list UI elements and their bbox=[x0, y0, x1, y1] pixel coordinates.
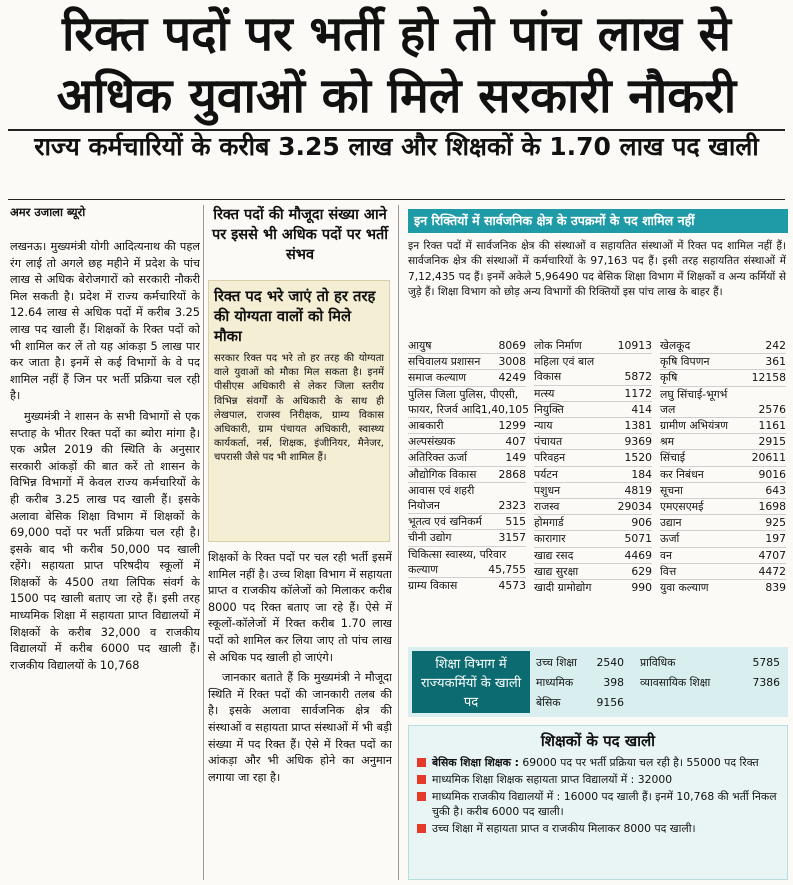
department-count: 361 bbox=[765, 355, 786, 369]
department-count: 4249 bbox=[498, 371, 526, 385]
teacher-vacancy-box bbox=[408, 725, 788, 880]
teacher-bullet-text: 69000 पद पर भर्ती प्रक्रिया चल रही है। 55000 पद रिक्त bbox=[519, 756, 759, 769]
department-count: 2868 bbox=[498, 467, 526, 481]
department-name: आबकारी bbox=[408, 419, 444, 433]
department-count: 8069 bbox=[498, 339, 526, 352]
department-count: 925 bbox=[765, 516, 786, 530]
department-row bbox=[660, 530, 786, 546]
department-name: अल्पसंख्यक bbox=[408, 435, 456, 449]
headline-line-2: अधिक युवाओं को मिले सरकारी नौकरी bbox=[56, 68, 737, 124]
department-row bbox=[408, 529, 526, 545]
department-name: श्रम bbox=[660, 435, 675, 449]
education-row bbox=[640, 675, 780, 690]
department-name: पुलिस जिला पुलिस, पीएसी, bbox=[408, 387, 519, 401]
department-row bbox=[534, 466, 652, 482]
teacher-bullet bbox=[417, 789, 779, 819]
department-name: कृषि bbox=[660, 371, 678, 385]
department-count: 5071 bbox=[624, 532, 652, 546]
subheadline-rule bbox=[8, 199, 785, 200]
department-count: 4819 bbox=[624, 483, 652, 497]
department-name: फायर, रिजर्व आदि bbox=[408, 402, 481, 416]
department-row bbox=[408, 449, 526, 465]
department-row bbox=[660, 514, 786, 530]
department-count: 414 bbox=[631, 402, 652, 416]
department-name: राजस्व bbox=[534, 500, 560, 514]
department-count: 9369 bbox=[624, 435, 652, 449]
department-name: पर्यटन bbox=[534, 467, 558, 481]
department-name: युवा कल्याण bbox=[660, 581, 709, 595]
department-list-col-2 bbox=[534, 338, 652, 595]
department-row bbox=[534, 514, 652, 530]
department-count: 1381 bbox=[624, 419, 652, 433]
department-row bbox=[408, 338, 526, 353]
department-name: चीनी उद्योग bbox=[408, 531, 452, 545]
teacher-bullet-bold: बेसिक शिक्षा शिक्षक : bbox=[432, 756, 519, 769]
department-row bbox=[660, 449, 786, 465]
department-name: नियोजन bbox=[408, 499, 440, 513]
department-count: 990 bbox=[631, 581, 652, 595]
psu-intro-text: इन रिक्त पदों में सार्वजनिक क्षेत्र की संस्थाओं व सहायतित संस्थाओं में रिक्त पद शामिल नहीं हैं। सार्वजनिक क्षेत्र की संस्थाओं में कर्मचारियों के 97,163 पद हैं। इसी तरह सहायतित संस्थाओं में 7,12,435 पद हैं। इनमें अकेले 5,96490 पद बेसिक शिक्षा विभाग में शिक्षकों व अन्य कर्मियों से जुड़े हैं। शिक्षा विभाग को छोड़ अन्य विभागों की रिक्तियों इस पांच लाख के बाहर हैं। bbox=[408, 240, 786, 299]
department-name: चिकित्सा स्वास्थ्य, परिवार bbox=[408, 547, 507, 561]
department-count: 1,40,105 bbox=[480, 402, 529, 416]
department-count: 2323 bbox=[498, 499, 526, 513]
education-row bbox=[640, 655, 780, 670]
education-count: 398 bbox=[603, 676, 624, 689]
psu-note-bar: इन रिक्तियों में सार्वजनिक क्षेत्र के उपक्रमों के पद शामिल नहीं bbox=[408, 209, 788, 233]
column-divider-2 bbox=[398, 205, 399, 880]
education-box-label: शिक्षा विभाग में राज्यकर्मियों के खाली पद bbox=[412, 651, 530, 713]
department-name: खेलकूद bbox=[660, 339, 691, 352]
department-name: महिला एवं बाल bbox=[534, 355, 595, 369]
department-name: नियुक्ति bbox=[534, 402, 564, 416]
byline: अमर उजाला ब्यूरो bbox=[10, 205, 86, 219]
department-name: विकास bbox=[534, 370, 562, 384]
department-row bbox=[408, 417, 526, 433]
department-row bbox=[660, 547, 786, 563]
col2-paragraph-2: जानकार बताते हैं कि मुख्यमंत्री ने मौजूदा स्थिति में रिक्त पदों की जानकारी तलब की है। इसके अलावा सार्वजनिक क्षेत्र की संस्थाओं व सहायता प्राप्त संस्थाओं में भी बड़ी संख्या में पद रिक्त हैं। ऐसे में रिक्त पदों का आंकड़ा और भी अधिक होने का अनुमान लगाया जा रहा है। bbox=[208, 671, 392, 784]
education-name: प्राविधिक bbox=[640, 656, 676, 669]
department-count: 12158 bbox=[751, 371, 786, 385]
highlight-box-body: सरकार रिक्त पद भरे तो हर तरह की योग्यता वाले युवाओं को मौका मिल सकता है। इनमें पीसीएस अधिकारी से लेकर जिला स्तरीय विभिन्न संवर्गों के अधिकारी के साथ ही लेखपाल, राजस्व निरीक्षक, ग्राम्य विकास अधिकारी, ग्राम पंचायत अधिकारी, स्वास्थ्य कार्यकर्ता, नर्स, शिक्षक, इंजीनियर, मैनेजर, चपरासी जैसे पद भी शामिल हैं। bbox=[214, 353, 384, 464]
department-row bbox=[408, 402, 529, 417]
education-row bbox=[536, 675, 624, 690]
teacher-bullet-text: माध्यमिक राजकीय विद्यालयों में : 16000 पद खाली हैं। इनमें 10,768 की भर्ती निकल चुकी है। करीब 6000 पद खाली। bbox=[432, 790, 777, 818]
department-count: 45,755 bbox=[488, 562, 526, 576]
department-count: 3157 bbox=[498, 531, 526, 545]
col1-paragraph-2: मुख्यमंत्री ने शासन के सभी विभागों से एक सप्ताह के भीतर रिक्त पदों का ब्योरा मांगा है। एक अप्रैल 2019 की स्थिति के अनुसार सरकारी आंकड़ों की बात करें तो शासन के विभिन्न विभागों में केवल राज्य कर्मचारियों के ही करीब 3.25 लाख पद खाली हैं। इसके अलावा बेसिक शिक्षा विभाग में शिक्षकों के 69,000 पदों पर भर्ती प्रक्रिया चल रही है। इसके बाद भी करीब 50,000 पद खाली रहेंगे। सहायता प्राप्त परिषदीय स्कूलों में शिक्षकों के 4500 तथा लिपिक संवर्ग के 1500 पद खाली बताए जा रहे हैं। इसी तरह माध्यमिक शिक्षा में सहायता प्राप्त विद्यालयों में शिक्षकों के करीब 32,000 व राजकीय विद्यालयों में करीब 6000 पद खाली हैं। राजकीय विद्यालयों के 10,768 bbox=[10, 409, 200, 672]
teacher-box-title: शिक्षकों के पद खाली bbox=[540, 732, 656, 750]
red-square-bullet-icon bbox=[417, 792, 426, 801]
department-name: ऊर्जा bbox=[660, 532, 680, 546]
department-row bbox=[534, 369, 652, 384]
department-count: 839 bbox=[765, 581, 786, 595]
headline-line-1: रिक्त पदों पर भर्ती हो तो पांच लाख से bbox=[61, 6, 732, 62]
department-count: 629 bbox=[631, 564, 652, 578]
department-count: 1161 bbox=[758, 419, 786, 433]
education-count: 7386 bbox=[752, 676, 780, 689]
department-row bbox=[408, 482, 526, 498]
department-count: 20611 bbox=[751, 451, 786, 465]
department-count: 5872 bbox=[624, 370, 652, 384]
col1-paragraph-1: लखनऊ। मुख्यमंत्री योगी आदित्यनाथ की पहल रंग लाई तो अगले छह महीने में प्रदेश के पांच लाख से अधिक बेरोजगारों को सरकारी नौकरी मिल सकती है। प्रदेश में राज्य कर्मचारियों के 12.64 लाख से अधिक पदों में करीब 3.25 लाख पद खाली हैं। शिक्षकों के रिक्त पदों को भी शामिल कर लें तो यह आंकड़ा 5 लाख पार कर जाता है। इनमें से कई विभागों के वे पद शामिल नहीं हैं जिन पर भर्ती प्रक्रिया चल रही है। bbox=[10, 240, 200, 403]
article-column-2 bbox=[208, 550, 392, 880]
department-count: 4469 bbox=[624, 548, 652, 562]
department-name: सूचना bbox=[660, 483, 683, 497]
department-list-col-1 bbox=[408, 338, 529, 593]
department-name: लघु सिंचाई-भूगर्भ bbox=[660, 387, 728, 401]
department-row bbox=[408, 513, 526, 529]
teacher-bullet bbox=[417, 755, 779, 770]
department-row bbox=[660, 498, 786, 514]
department-row bbox=[534, 417, 652, 433]
department-count: 2576 bbox=[758, 402, 786, 416]
department-row bbox=[534, 385, 652, 401]
department-row bbox=[534, 433, 652, 449]
department-count: 1520 bbox=[624, 451, 652, 465]
department-row bbox=[534, 547, 652, 563]
department-name: आवास एवं शहरी bbox=[408, 483, 475, 497]
department-count: 9016 bbox=[758, 467, 786, 481]
education-name: उच्च शिक्षा bbox=[536, 656, 577, 669]
department-count: 4707 bbox=[758, 548, 786, 562]
department-name: कर निबंधन bbox=[660, 467, 704, 481]
department-count: 1299 bbox=[498, 419, 526, 433]
education-staff-vacancy-box bbox=[408, 647, 788, 717]
department-count: 4573 bbox=[498, 579, 526, 593]
department-row bbox=[660, 563, 786, 579]
teacher-bullet bbox=[417, 821, 779, 836]
department-row bbox=[408, 353, 526, 369]
department-row bbox=[408, 369, 526, 385]
red-square-bullet-icon bbox=[417, 824, 426, 833]
department-name: होमगार्ड bbox=[534, 516, 564, 530]
department-count: 2915 bbox=[758, 435, 786, 449]
department-name: वित्त bbox=[660, 564, 677, 578]
department-count: 515 bbox=[505, 515, 526, 529]
department-row bbox=[408, 577, 526, 593]
education-name: बेसिक bbox=[536, 696, 561, 709]
department-row bbox=[408, 466, 526, 482]
department-name: मत्स्य bbox=[534, 386, 555, 400]
department-count: 3008 bbox=[498, 355, 526, 369]
column-divider-1 bbox=[203, 205, 204, 880]
subheadline: राज्य कर्मचारियों के करीब 3.25 लाख और शिक्षकों के 1.70 लाख पद खाली bbox=[34, 132, 759, 161]
department-name: न्याय bbox=[534, 419, 553, 433]
department-count: 1172 bbox=[624, 386, 652, 400]
department-row bbox=[660, 417, 786, 433]
department-name: सिंचाई bbox=[660, 451, 686, 465]
department-name: खादी ग्रामोद्योग bbox=[534, 581, 592, 595]
department-name: एमएसएमई bbox=[660, 500, 704, 514]
department-row bbox=[660, 482, 786, 498]
red-square-bullet-icon bbox=[417, 758, 426, 767]
department-list-col-3 bbox=[660, 338, 786, 595]
department-row bbox=[408, 546, 526, 562]
department-row bbox=[660, 466, 786, 482]
department-row bbox=[660, 433, 786, 449]
department-name: आयुष bbox=[408, 339, 432, 352]
department-name: खाद्य सुरक्षा bbox=[534, 564, 579, 578]
department-row bbox=[408, 562, 526, 577]
department-row bbox=[534, 530, 652, 546]
department-row bbox=[534, 482, 652, 498]
teacher-bullet-text: माध्यमिक शिक्षा शिक्षक सहायता प्राप्त विद्यालयों में : 32000 bbox=[432, 773, 673, 786]
department-name: खाद्य रसद bbox=[534, 548, 574, 562]
department-name: ग्रामीण अभियंत्रण bbox=[660, 419, 729, 433]
department-name: उद्यान bbox=[660, 516, 682, 530]
education-row bbox=[536, 695, 624, 710]
department-row bbox=[660, 386, 786, 402]
department-name: पंचायत bbox=[534, 435, 563, 449]
department-count: 29034 bbox=[617, 500, 652, 514]
department-name: वन bbox=[660, 548, 672, 562]
department-name: कारागार bbox=[534, 532, 566, 546]
department-name: कल्याण bbox=[408, 562, 439, 576]
department-row bbox=[660, 338, 786, 353]
department-count: 184 bbox=[631, 467, 652, 481]
department-name: ग्राम्य विकास bbox=[408, 579, 458, 593]
department-count: 242 bbox=[765, 339, 786, 352]
department-name: पशुधन bbox=[534, 483, 561, 497]
department-row bbox=[534, 353, 652, 369]
department-name: सचिवालय प्रशासन bbox=[408, 355, 481, 369]
department-row bbox=[408, 433, 526, 449]
department-row bbox=[660, 579, 786, 595]
teacher-bullet-text: उच्च शिक्षा में सहायता प्राप्त व राजकीय मिलाकर 8000 पद खाली। bbox=[432, 822, 696, 835]
department-vacancy-list bbox=[408, 338, 788, 638]
col2-paragraph-1: शिक्षकों के रिक्त पदों पर चल रही भर्ती इसमें शामिल नहीं है। उच्च शिक्षा विभाग में सहायता प्राप्त व राजकीय कॉलेजों को मिलाकर करीब 8000 पद रिक्त बताए जा रहे हैं। ऐसे में स्कूलों-कॉलेजों में रिक्त करीब 1.70 लाख पदों को शामिल कर लिया जाए तो पांच लाख से अधिक पद खाली हो जाएंगे। bbox=[208, 551, 392, 664]
department-count: 4472 bbox=[758, 564, 786, 578]
article-column-1 bbox=[10, 239, 200, 879]
education-name: व्यावसायिक शिक्षा bbox=[640, 676, 711, 689]
department-row bbox=[534, 401, 652, 417]
teacher-bullet bbox=[417, 772, 779, 787]
department-row bbox=[534, 449, 652, 465]
department-count: 407 bbox=[505, 435, 526, 449]
department-row bbox=[534, 563, 652, 579]
column-2-heading: रिक्त पदों की मौजूदा संख्या आने पर इससे भी अधिक पदों पर भर्ती संभव bbox=[211, 207, 389, 263]
department-name: भूतत्व एवं खनिकर्म bbox=[408, 515, 482, 529]
education-count: 2540 bbox=[596, 656, 624, 669]
department-name: अतिरिक्त ऊर्जा bbox=[408, 451, 468, 465]
department-name: लोक निर्माण bbox=[534, 339, 582, 352]
department-row bbox=[534, 498, 652, 514]
department-row bbox=[660, 353, 786, 369]
education-row bbox=[536, 655, 624, 670]
department-name: जल bbox=[660, 402, 676, 416]
department-name: परिवहन bbox=[534, 451, 566, 465]
department-name: समाज कल्याण bbox=[408, 371, 467, 385]
highlight-box bbox=[208, 280, 390, 542]
department-name: कृषि विपणन bbox=[660, 355, 710, 369]
department-row bbox=[408, 498, 526, 513]
education-name: माध्यमिक bbox=[536, 676, 574, 689]
highlight-box-title: रिक्त पद भरे जाएं तो हर तरह की योग्यता वालों को मिले मौका bbox=[214, 288, 376, 345]
education-count: 5785 bbox=[752, 656, 780, 669]
department-count: 906 bbox=[631, 516, 652, 530]
department-row bbox=[660, 369, 786, 385]
education-count: 9156 bbox=[596, 696, 624, 709]
department-name: औद्योगिक विकास bbox=[408, 467, 477, 481]
department-row bbox=[660, 402, 786, 417]
department-row bbox=[534, 579, 652, 595]
department-count: 1698 bbox=[758, 500, 786, 514]
department-row bbox=[534, 338, 652, 353]
red-square-bullet-icon bbox=[417, 775, 426, 784]
department-count: 149 bbox=[505, 451, 526, 465]
department-count: 10913 bbox=[617, 339, 652, 352]
department-count: 197 bbox=[765, 532, 786, 546]
department-count: 643 bbox=[765, 483, 786, 497]
department-row bbox=[408, 386, 526, 402]
